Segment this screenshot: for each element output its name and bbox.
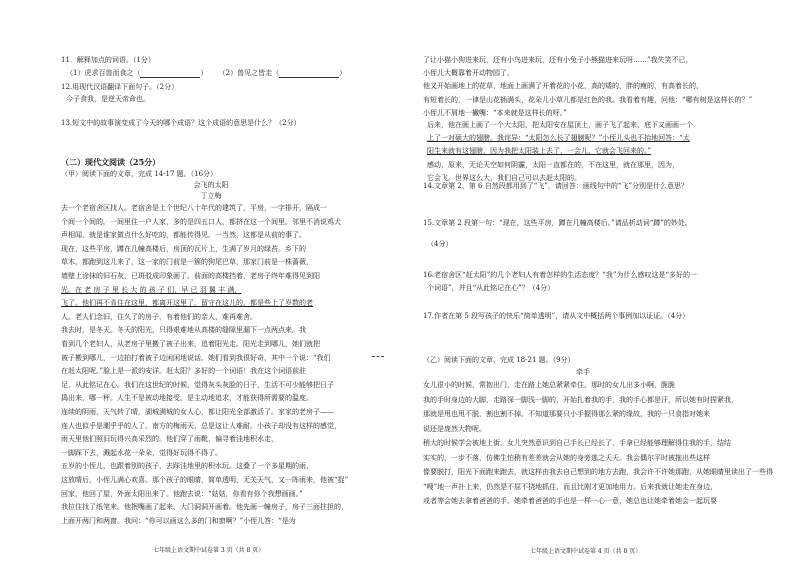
text-line: 个间一个间的。一间里住一户人家，多的是四五口人，都挤在这一个间里。邻里不消说鸡犬 [61, 217, 341, 226]
q17-text: 17.作者在第 5 段写孩子的快乐“简单透明”，请从文中概括两个事例加以证证。（4分） [423, 312, 690, 320]
text-line: 光。在 老 房 子 里 长 大 的 孩 子 们，早 已 羽 翼 丰 满， [61, 285, 242, 294]
text-line: 连续的阴雨，天气转了晴，湖城满城的女人心，都让阳光全部激活了。家家的老房子—— [61, 408, 334, 416]
article-author: 丁立梅 [200, 192, 222, 200]
text-line: 像要脱打，阳光下面跑来跑去，就这样由我去自己想到的地方去跑，我会许不许她那跑，从她眼睛里读出了一些得 [423, 468, 773, 476]
text-line: 去一个老宿舍区找人。老宿舍是上个世纪八十年代的建筑了，平房，一字排开，隔成一 [61, 204, 327, 212]
q14-text: 14.文章第 2、第 6 自然段都用到了“飞”，请回答：画线句中的“飞”分别是什么意思？ [423, 182, 689, 190]
text-line: “嗖”地一声扑上来，仍然是不屈不挠地抓住，而且比刚才更加地用力。后来我就让她走在身边， [423, 482, 718, 491]
text-line: 小侄儿大概靠着开动物园了。 [423, 69, 514, 78]
page-4 [397, 0, 794, 561]
text-line: 了让小猫小狗进来玩，还有小鸟进来玩，还有小兔子小熊猫进来玩呀……”我失笑不已， [423, 56, 693, 64]
article-b-title: 牵手 [576, 368, 590, 376]
text-line: 被子搬到哪儿，一边拍打着被子边闲闲地说话。她们看到我很好奇，其中一个说：“我们 [61, 353, 331, 362]
text-line: 我的手时身边的大脚，走路深一脚浅一脚的，开始扎着我的手，我的手心都是汗，所以她有时捏紧我， [423, 395, 738, 404]
text-line: 女儿很小的时候，常抱出门，走在路上她总紧紧牵住。那时的女儿出多小啊，脆脆 [423, 381, 675, 389]
text-line: 有短着长的，一律是山花插满头，花朵儿小草儿都是红色的我。我看着有趣，问他：“哪有树是这样长的？” [423, 95, 753, 104]
text-line: 足，从此铭记在心。我们在这世纪的时候，觉得灰头灰脸的日子，生活不可少能够把日子 [61, 380, 334, 389]
text-line: 那就是甩也甩不脱，割也割不掉。不知道那要只小手握得那么紧的缘故，我的一只食指对她来 [423, 410, 710, 418]
text-line: 飞了。他们再不肯住在这里，都离开这里了。留守在这儿的，都是些上了岁数的老 [61, 299, 313, 308]
q15-text: 15.文章第 2 段第一句：“现在，这些平房，蹲在几幢高楼后。”请品析动词“蹲”的妙处。 [423, 219, 692, 227]
text-line: 它会飞。世界这么大，我们自己可以去赶太阳的。 [427, 174, 581, 183]
text-line: 墙壁上涂抹的旧石灰，已斑驳成印象画了。前面的高楼挡着，老房子终年难得见到阳 [61, 272, 320, 280]
text-line: 捣出来，哪一秤。人生不是被动地接受，是主动地追求，才能获得所需要的温度。 [61, 394, 313, 403]
text-line: 阳生来就有这翅膀，因为我把太阳装上去了，一会儿，它就会飞回来的。” [427, 147, 652, 156]
page-footer: 七年级上语文期中试卷第 4 页（共 8 页） [530, 548, 642, 555]
text-line: 说还是庞然大物呢。 [423, 424, 486, 433]
text-line: 或者等会她去拿着爸爸的手。她牵着爸爸的手也是一样一心一意，她总也让她牵着她会一起玩耍 [423, 497, 717, 505]
q11-title: 11．解释加点的词语。（1分） [61, 56, 155, 64]
q12-sentence: 今子食我，是逆天帝命也。 [66, 95, 150, 103]
text-line: 看到几个老妇人，从老房子里搬了被子出来，追着阳光走。阳光走到哪儿，她们就把 [61, 340, 320, 348]
answer-blank[interactable] [279, 69, 339, 78]
text-line: 雨天里他们照旧玩得兴高采烈的。他们穿了雨靴，偏寻着洼地积水走， [61, 435, 278, 444]
dashed-line [372, 356, 384, 357]
q15-points: （4分） [427, 240, 453, 248]
text-line: 稍大的时候学会被地上街，女儿突然意识到自己手长已经长了，手拿已经能够理解得住我的手，结结 [423, 439, 731, 447]
text-line: 这放晴后，小侄儿满心欢喜。那个孩子的眼睛，简单透明，无关天气，又一阵雨来，他被“捉” [61, 476, 349, 484]
article-title: 会飞的太阳 [193, 181, 229, 189]
text-line: 小侄儿不屑地一撇嘴：“本来就是这样长的呀。” [423, 108, 567, 117]
text-line: 后来，他在画上画了一个大太阳，把太阳安在屋顶上，画子飞了起来，底下又画画一个 [427, 121, 693, 129]
text-line: 现在，这些平房，蹲在几幢高楼后，房顶的瓦片上，生满了岁月的绿苔。乡下的 [61, 244, 306, 253]
text-line: 在赶太阳呢。”脸上是一派的安详。赶太阳？多好的一个词语！我在这个词语前驻 [61, 367, 307, 376]
q11-item1: （1）虎求百兽而食之（ ） （2）兽见之皆走（ ） [66, 69, 347, 77]
text-line: 人。老人们念旧，住久了的房子，有着他们的亲人，难再难舍。 [61, 312, 257, 321]
answer-blank[interactable] [140, 69, 200, 78]
part-a-intro: （甲）阅读下面的文章，完成 14-17 题。（16分） [61, 170, 218, 178]
section-2-title: （二）现代文阅读（25分） [61, 157, 161, 167]
q13-text: 13.短文中的故事演变成了今天的哪个成语？这个成语的意思是什么？（2分） [61, 119, 301, 127]
text-line: 我拉住找了纸笔来。他抿嘴画了起来，大门洞洞开画着。他先画一幢房子，房子三面拄担的， [61, 503, 348, 512]
q12-title: 12.用现代汉语翻译下面句子。（2分） [61, 83, 179, 91]
text-line: 一脚踩下去，溅起水花一朵朵，觉得好玩得不得了。 [61, 448, 222, 457]
text-line: 声相闻，就是谁家做点什么好吃的，都能传得见。一当然，这都是从前的事了。 [61, 231, 306, 240]
text-line: 上了一对硕大的翅膀。我诧异：“太阳怎么长了翅膀呢？”小侄儿头也不抬地回答：“太 [427, 134, 690, 143]
text-line: 五岁的小侄儿，也跟着别的孩子，去踩洼地里的积水玩。这叠了一个多星期的雨， [61, 462, 313, 471]
text-line: 草木，都跑到这儿来了，这一家的门前是一簇的狗尾巴草，那家门前是一株蔷薇， [61, 258, 313, 267]
text-line: 回家，他回了屋，外面太阳出来了。他跑去说：“姑姑，你看有你个我想画画。” [61, 489, 303, 498]
page-footer: 七年级上语文期中试卷第 3 页（共 8 页） [153, 547, 265, 554]
text-line: 感动，原来，无论天空如何阴霾，太阳一直都在的，不在这里，就在那里，因为， [427, 161, 679, 169]
text-line: 连人也似乎是潮乎乎的人了。南方的梅雨天，总是这让人难耐。小孩子却没有这样的感觉， [61, 421, 341, 430]
text-line: 上面开两门和两窗。我问：“你可以画这么多的门和窗啊？”小侄儿答：“是为 [61, 516, 296, 525]
q16-line2: 个词语”，并且“从此铭记在心”？（4分） [427, 284, 555, 292]
text-line: 实实的，一步不落，仿佛生怕稍有差差就会从她的身旁逃之夭夭。我会偶尔平时被拖出些这样 [423, 453, 710, 462]
part-b-intro: （乙）阅读下面的文章，完成 18-21 题。（9分） [423, 356, 575, 364]
q16-line1: 16.老宿舍区“赶太阳”的几个老妇人有着怎样的生活态度？“我”为什么感叹这是“多好的一 [423, 271, 698, 279]
text-line: 他又开始画地上的花草，地面上画满了开着花的小花，高的矮的，胖的瘦的，有高着长的， [423, 82, 703, 91]
text-line: 我去时，是冬天。冬天的阳光，只得艰难地从高楼的缝隙里漏下一点两点来。我 [61, 326, 306, 335]
